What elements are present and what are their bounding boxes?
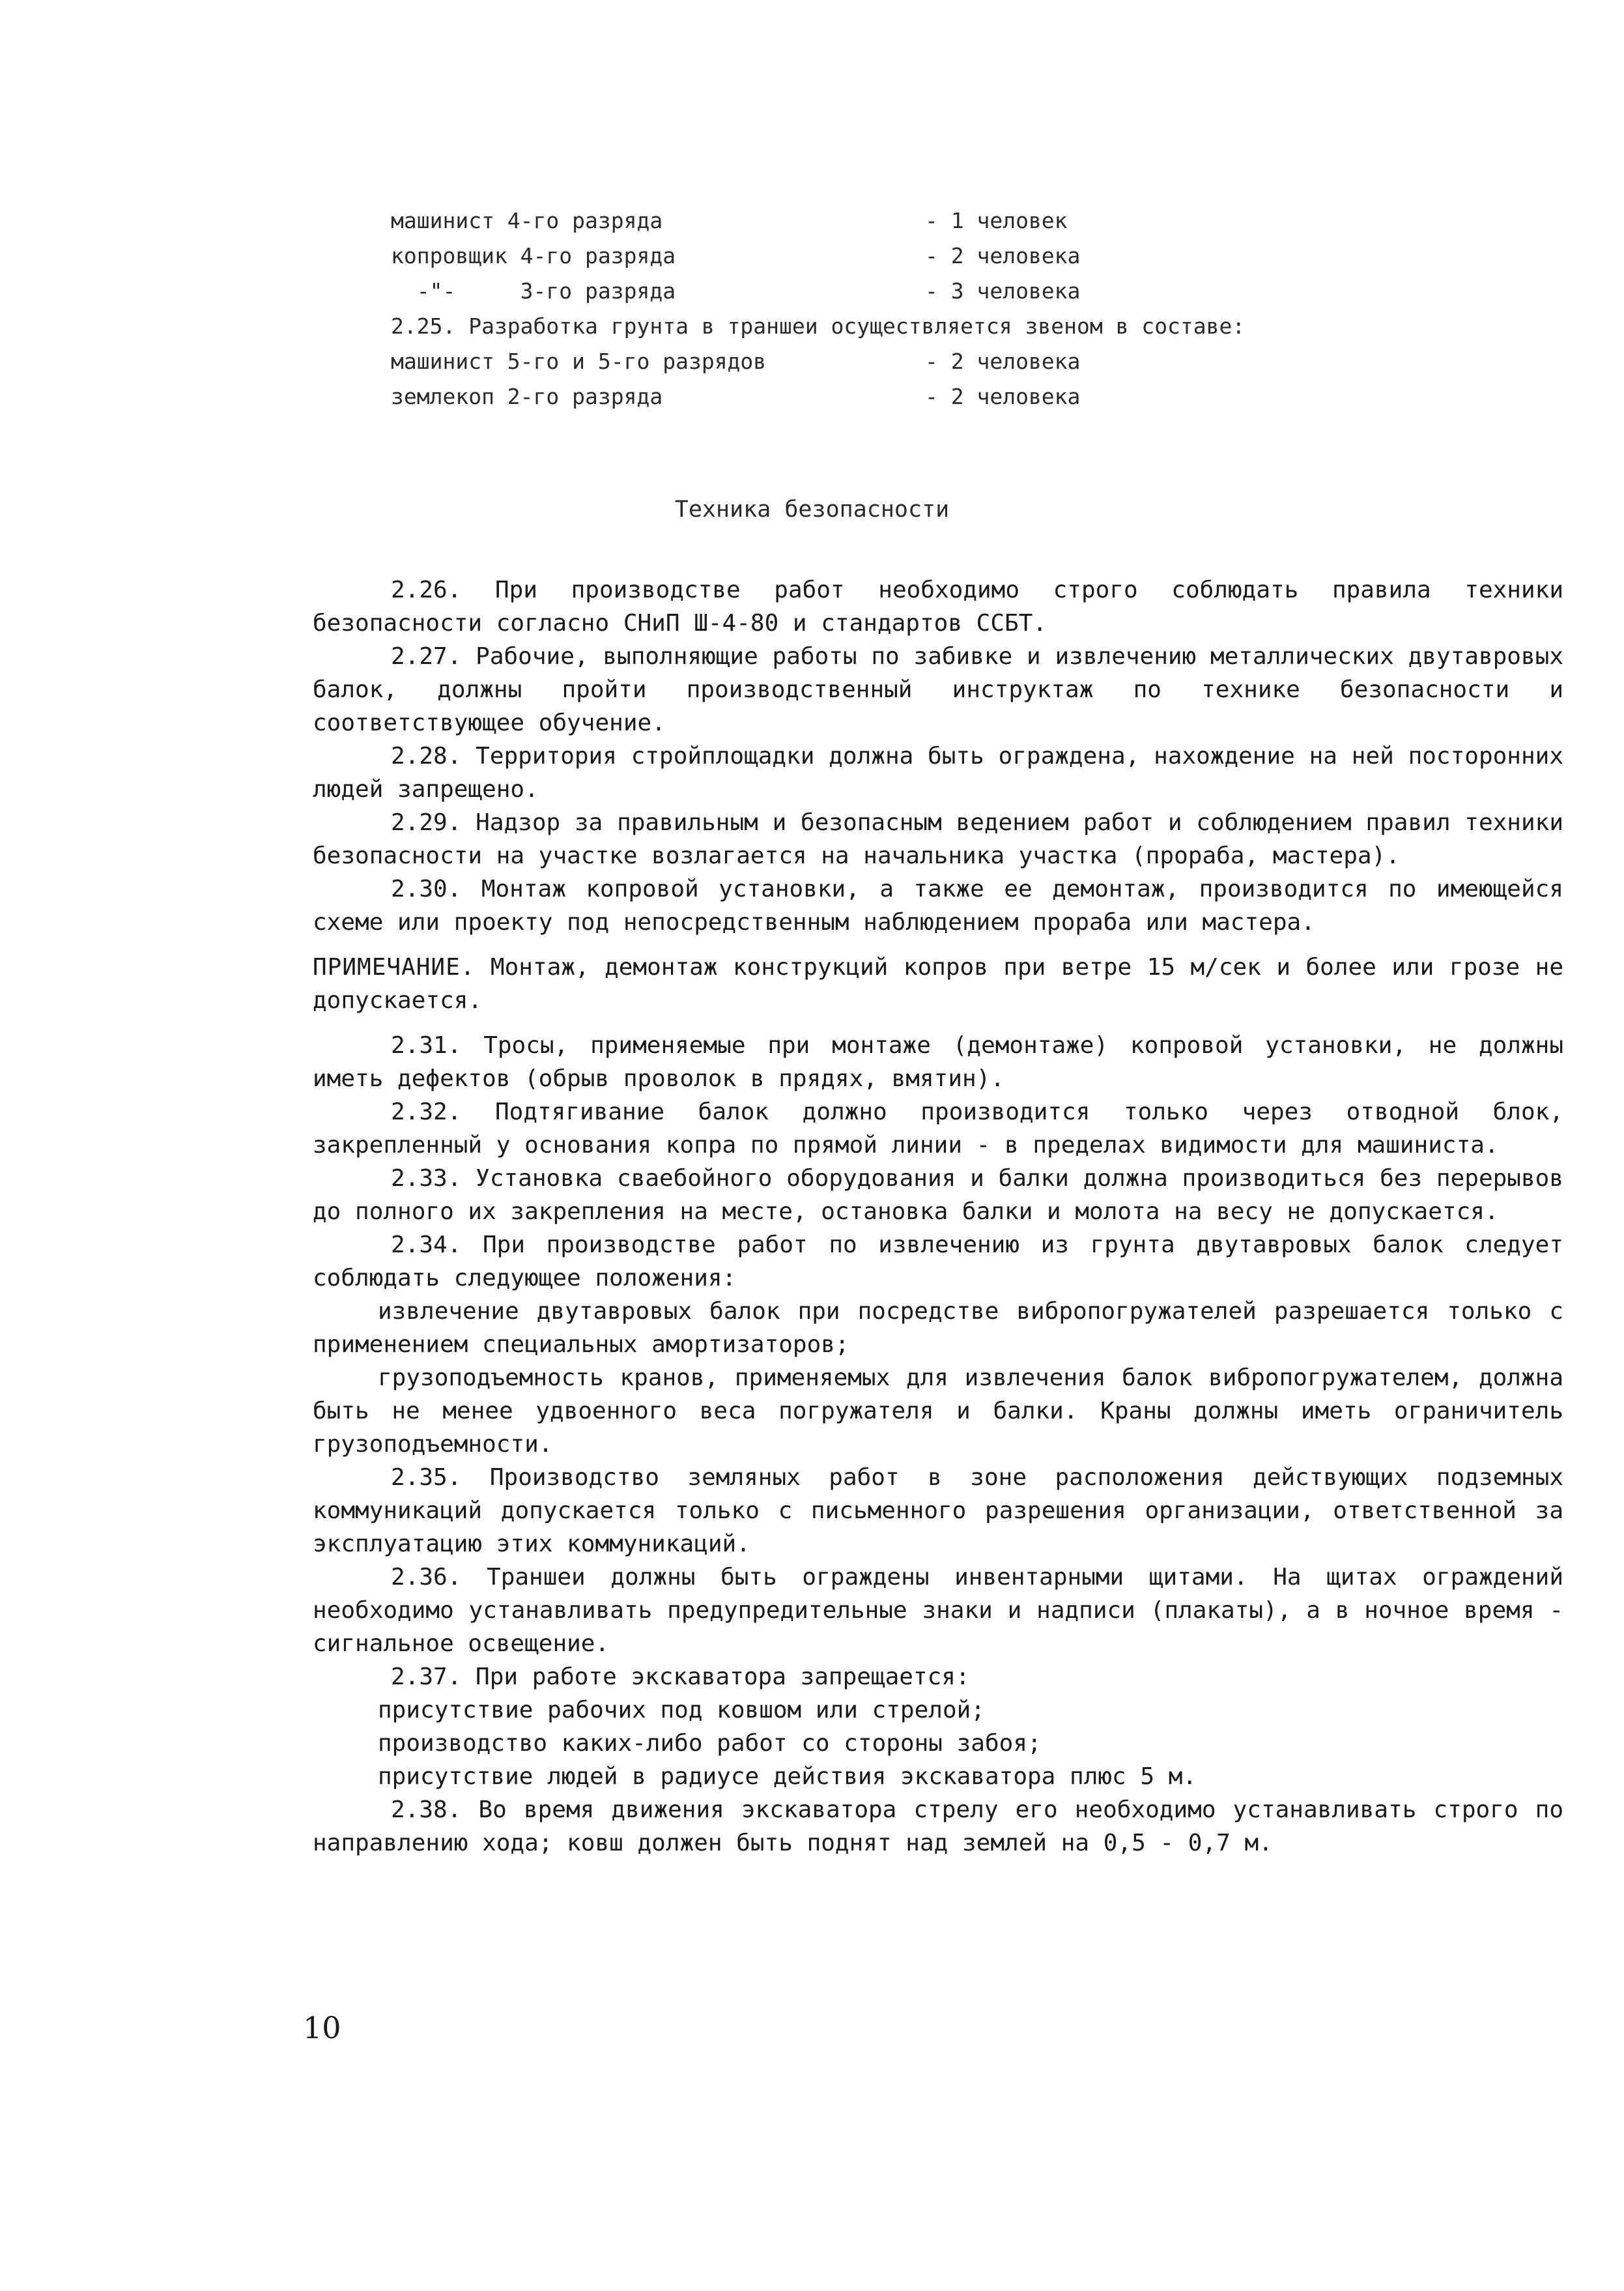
note-label: ПРИМЕЧАНИЕ. [313, 954, 476, 981]
staffing-count: - 2 человека [925, 349, 1081, 374]
paragraph: 2.37. При работе экскаватора запрещается: [391, 1664, 970, 1690]
paragraph: 2.35. Производство земляных работ в зоне расположения действующих подземных коммуникаций допускается только с письменного разрешения организации, ответственной за эксплуатацию этих коммуникаций. [313, 1464, 1563, 1557]
list-item: присутствие рабочих под ковшом или стрелой; [378, 1697, 985, 1723]
paragraph: 2.30. Монтаж копровой установки, а также ее демонтаж, производится по имеющейся схеме или проекту под непосредственным наблюдением прораба или мастера. [313, 876, 1563, 936]
paragraph: 2.38. Во время движения экскаватора стрелу его необходимо устанавливать строго по направлению хода; ковш должен быть поднят над землей на 0,5 - 0,7 м. [313, 1796, 1563, 1856]
paragraph: 2.29. Надзор за правильным и безопасным ведением работ и соблюдением правил техники безопасности на участке возлагается на начальника участка (прораба, мастера). [313, 809, 1563, 869]
staffing-role: машинист 4-го разряда [391, 208, 663, 233]
staffing-role: -"- 3-го разряда [391, 278, 676, 304]
section-heading: Техника безопасности [674, 497, 950, 523]
list-item: грузоподъемность кранов, применяемых для извлечения балок вибропогружателем, должна быть не менее удвоенного веса погружателя и балки. Краны должны иметь ограничитель грузоподъемности. [313, 1364, 1563, 1458]
list-item: извлечение двутавровых балок при посредстве вибропогружателей разрешается только с применением специальных амортизаторов; [313, 1298, 1563, 1358]
staffing-list [391, 203, 1420, 414]
paragraph: 2.33. Установка сваебойного оборудования и балки должна производиться без перерывов до полного их закрепления на месте, остановка балки и молота на весу не допускается. [313, 1165, 1563, 1225]
staffing-count: - 3 человека [925, 278, 1081, 304]
staffing-role: землекоп 2-го разряда [391, 384, 663, 409]
page-number: 10 [303, 2010, 341, 2045]
paragraph: 2.34. При производстве работ по извлечению из грунта двутавровых балок следует соблюдать следующее положения: [313, 1232, 1563, 1291]
staffing-row [391, 379, 1420, 414]
list-item: производство каких-либо работ со стороны забоя; [378, 1730, 1042, 1757]
paragraph: 2.26. При производстве работ необходимо строго соблюдать правила техники безопасности согласно СНиП Ш-4-80 и стандартов ССБТ. [313, 577, 1563, 637]
staffing-count: - 2 человека [925, 243, 1081, 268]
paragraph: 2.28. Территория стройплощадки должна быть ограждена, нахождение на ней посторонних людей запрещено. [313, 743, 1563, 803]
staffing-role: машинист 5-го и 5-го разрядов [391, 349, 767, 374]
staffing-row [391, 203, 1420, 238]
paragraph: 2.31. Тросы, применяемые при монтаже (демонтаже) копровой установки, не должны иметь дефектов (обрыв проволок в прядях, вмятин). [313, 1032, 1563, 1092]
paragraph: 2.36. Траншеи должны быть ограждены инвентарными щитами. На щитах ограждений необходимо устанавливать предупредительные знаки и надписи (плакаты), а в ночное время - сигнальное освещение. [313, 1564, 1563, 1657]
body-text [313, 573, 1563, 1860]
staffing-row [391, 274, 1420, 309]
staffing-row [391, 238, 1420, 274]
paragraph: 2.32. Подтягивание балок должно производится только через отводной блок, закрепленный у основания копра по прямой линии - в пределах видимости для машиниста. [313, 1099, 1563, 1159]
note [313, 951, 1563, 1017]
paragraph-2-25: 2.25. Разработка грунта в траншеи осуществляется звеном в составе: [391, 313, 1246, 339]
staffing-count: - 2 человека [925, 384, 1081, 409]
staffing-row [391, 344, 1420, 379]
note-text: Монтаж, демонтаж конструкций копров при ветре 15 м/сек и более или грозе не допускается. [313, 954, 1563, 1014]
list-item: присутствие людей в радиусе действия экскаватора плюс 5 м. [378, 1763, 1197, 1790]
staffing-role: копровщик 4-го разряда [391, 243, 676, 268]
staffing-count: - 1 человек [925, 208, 1068, 233]
paragraph: 2.27. Рабочие, выполняющие работы по забивке и извлечению металлических двутавровых балок, должны пройти производственный инструктаж по технике безопасности и соответствующее обучение. [313, 643, 1563, 736]
